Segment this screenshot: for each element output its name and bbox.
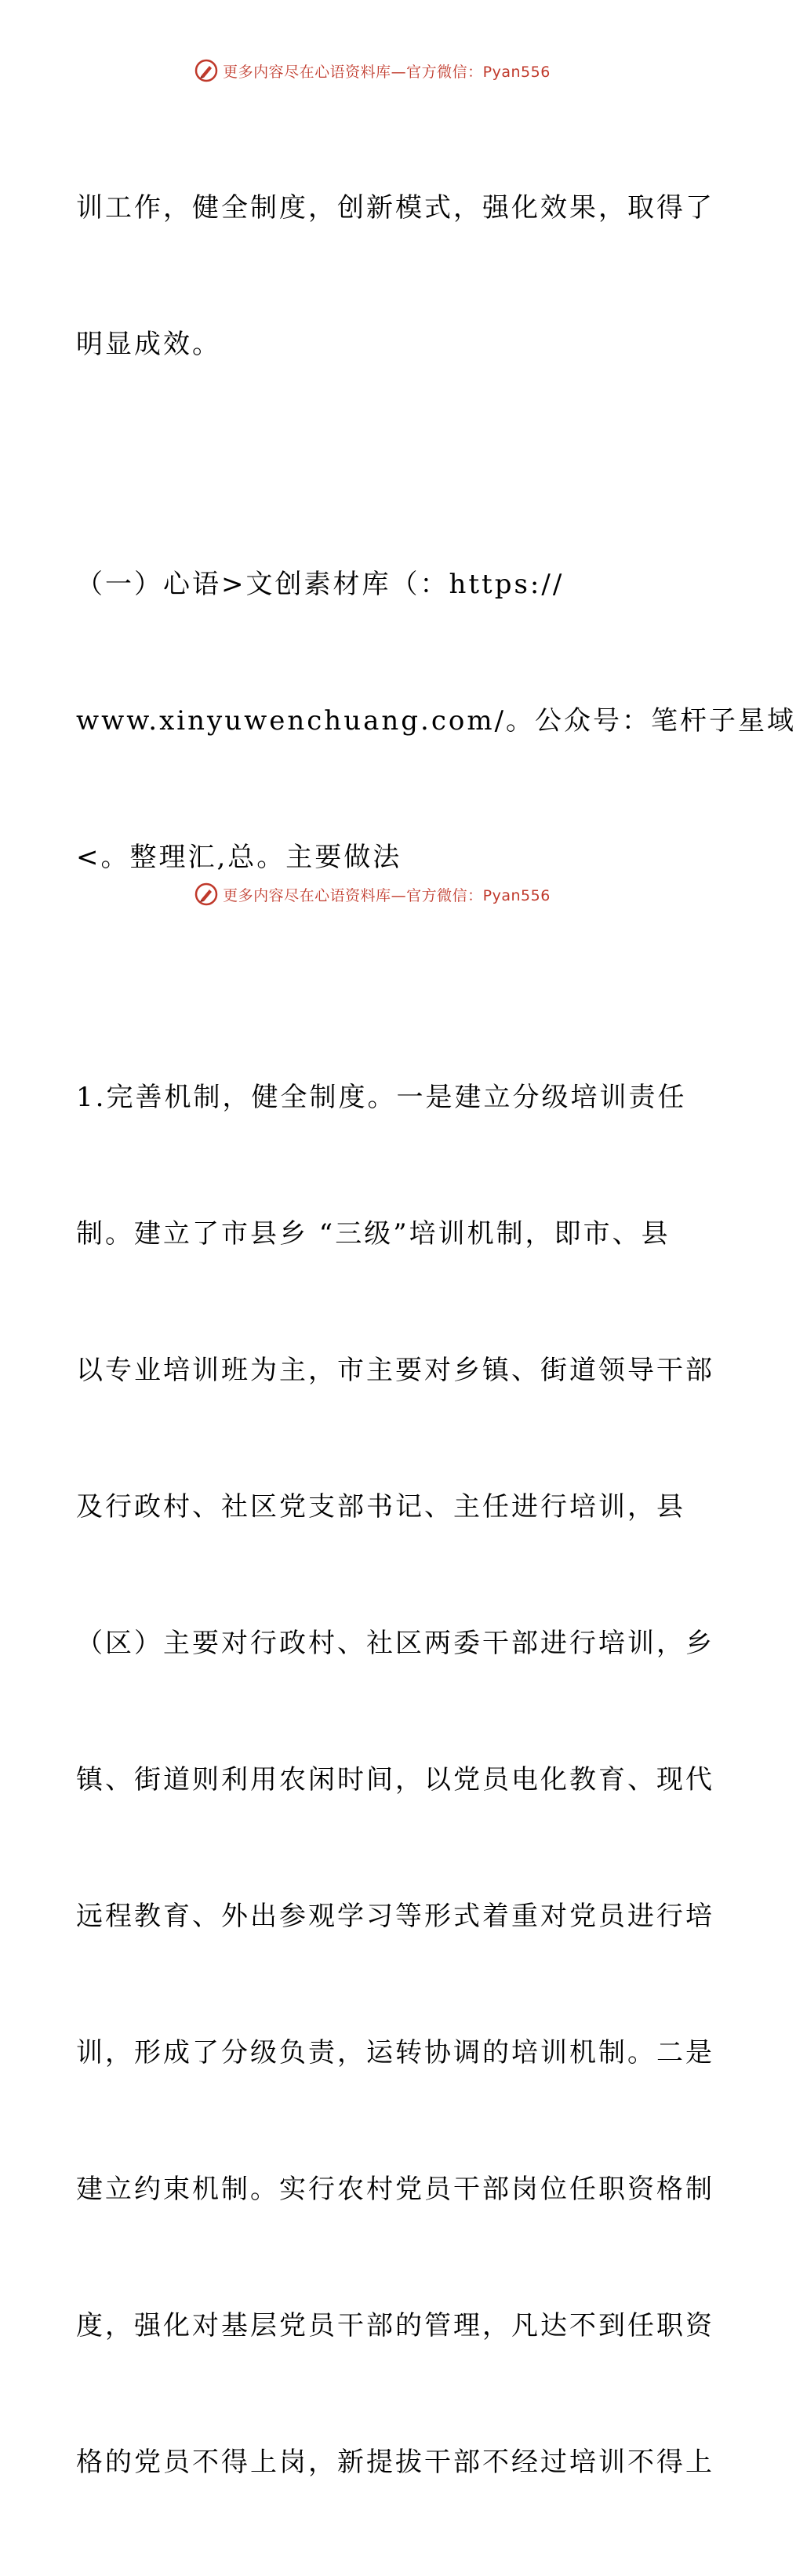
text-line: 及行政村、社区党支部书记、主任进行培训，县 [76,1491,685,1523]
text-line: （一）心语>文创素材库（：https:// [76,569,565,600]
text-line: 训工作，健全制度，创新模式，强化效果，取得了 [76,192,714,224]
paragraph-improve-mechanism [76,984,714,2576]
text-line: 明显成效。 [76,329,221,360]
text-line: 镇、街道则利用农闲时间，以党员电化教育、现代 [76,1764,714,1796]
text-line: www.xinyuwenchuang.com/。公众号：笔杆子星域 [76,705,796,737]
text-line: 度，强化对基层党员干部的管理，凡达不到任职资 [76,2310,714,2341]
footer-banner-text: 更多内容尽在心语资料库—官方微信：Pyan556 [223,886,551,904]
footer-banner [0,879,745,910]
header-banner-text: 更多内容尽在心语资料库—官方微信：Pyan556 [223,63,551,81]
text-line: 格的党员不得上岗，新提拔干部不经过培训不得上 [76,2447,714,2478]
header-banner [0,55,745,86]
text-line: 训，形成了分级负责，运转协调的培训机制。二是 [76,2037,714,2068]
text-line: 制。建立了市县乡 “三级”培训机制，即市、县 [76,1218,671,1250]
text-line: <。整理汇,总。主要做法 [76,842,402,873]
pen-nib-logo-icon [194,59,218,82]
pen-nib-logo-icon [194,882,218,906]
text-line: 以专业培训班为主，市主要对乡镇、街道领导干部 [76,1355,714,1386]
paragraph-intro-continuation [76,94,714,458]
document-body [76,94,796,2576]
text-line: 远程教育、外出参观学习等形式着重对党员进行培 [76,1901,714,1932]
text-line: （区）主要对行政村、社区两委干部进行培训，乡 [76,1628,714,1659]
text-line: 1.完善机制，健全制度。一是建立分级培训责任 [76,1082,687,1113]
text-line: 建立约束机制。实行农村党员干部岗位任职资格制 [76,2174,714,2205]
